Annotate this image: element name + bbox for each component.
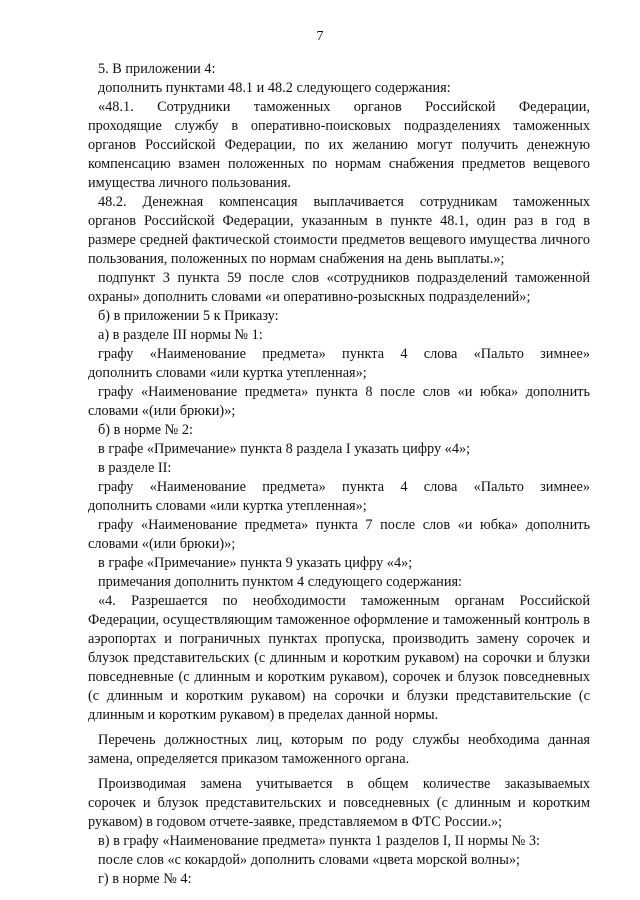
text-line: Производимая замена учитывается в общем количестве заказываемых <box>98 776 590 792</box>
text-line: блузок представительских (с длинным и коротким рукавом) на сорочки и блузки <box>88 650 590 666</box>
text-line: рукавом) в годовом отчете-заявке, представляемом в ФТС России.»; <box>88 814 503 830</box>
text-line: после слов «с кокардой» дополнить словами «цвета морской волны»; <box>98 852 520 868</box>
text-line: имущества личного пользования. <box>88 175 291 191</box>
text-line: г) в норме № 4: <box>98 871 192 887</box>
text-line: словами «(или брюки)»; <box>88 536 236 552</box>
text-line: дополнить пунктами 48.1 и 48.2 следующего содержания: <box>98 80 451 96</box>
text-line: в) в графу «Наименование предмета» пункта 1 разделов I, II нормы № 3: <box>98 833 540 849</box>
text-line: Перечень должностных лиц, которым по роду службы необходима данная <box>98 732 590 748</box>
text-line: (с длинным и коротким рукавом) на сорочки и блузки представительские (с <box>88 688 590 704</box>
text-line: графу «Наименование предмета» пункта 4 слова «Пальто зимнее» <box>98 479 590 495</box>
document-body <box>88 60 590 889</box>
text-line: Федерации, осуществляющим таможенное оформление и таможенный контроль в <box>88 612 590 628</box>
text-line: графу «Наименование предмета» пункта 4 слова «Пальто зимнее» <box>98 346 590 362</box>
text-line: охраны» дополнить словами «и оперативно-розыскных подразделений»; <box>88 289 531 305</box>
text-line: дополнить словами «или куртка утепленная»; <box>88 365 367 381</box>
text-line: б) в приложении 5 к Приказу: <box>98 308 279 324</box>
text-line: органов Российской Федерации, указанным в пункте 48.1, один раз в год в <box>88 213 590 229</box>
text-line: пользования, положенных по нормам снабжения на день выплаты.»; <box>88 251 505 267</box>
text-line: органов Российской Федерации, по их желанию могут получить денежную <box>88 137 590 153</box>
text-line: «48.1. Сотрудники таможенных органов Российской Федерации, <box>98 99 590 115</box>
text-line: а) в разделе III нормы № 1: <box>98 327 263 343</box>
text-line: подпункт 3 пункта 59 после слов «сотрудников подразделений таможенной <box>98 270 590 286</box>
text-line: размере средней фактической стоимости предметов вещевого имущества личного <box>88 232 590 248</box>
text-line: б) в норме № 2: <box>98 422 193 438</box>
text-line: компенсацию взамен положенных по нормам снабжения предметов вещевого <box>88 156 590 172</box>
text-line: словами «(или брюки)»; <box>88 403 236 419</box>
text-line: дополнить словами «или куртка утепленная»; <box>88 498 367 514</box>
text-line: проходящие службу в оперативно-поисковых подразделениях таможенных <box>88 118 590 134</box>
page-number: 7 <box>316 29 324 44</box>
text-line: длинным и коротким рукавом) в пределах данной нормы. <box>88 707 439 723</box>
text-line: «4. Разрешается по необходимости таможенным органам Российской <box>98 593 590 609</box>
text-line: замена, определяется приказом таможенного органа. <box>88 751 410 767</box>
text-line: примечания дополнить пунктом 4 следующего содержания: <box>98 574 463 590</box>
text-line: 48.2. Денежная компенсация выплачивается сотрудникам таможенных <box>98 194 590 210</box>
text-line: 5. В приложении 4: <box>98 61 216 77</box>
text-line: в графе «Примечание» пункта 9 указать цифру «4»; <box>98 555 413 571</box>
text-line: в графе «Примечание» пункта 8 раздела I указать цифру «4»; <box>98 441 471 457</box>
text-line: графу «Наименование предмета» пункта 8 после слов «и юбка» дополнить <box>98 384 590 400</box>
text-line: аэропортах и пограничных пунктах пропуска, производить замену сорочек и <box>88 631 590 647</box>
text-line: повседневные (с длинным и коротким рукавом), сорочек и блузок повседневных <box>88 669 590 685</box>
text-line: сорочек и блузок представительских и повседневных (с длинным и коротким <box>88 795 590 811</box>
text-line: графу «Наименование предмета» пункта 7 после слов «и юбка» дополнить <box>98 517 590 533</box>
text-line: в разделе II: <box>98 460 172 476</box>
